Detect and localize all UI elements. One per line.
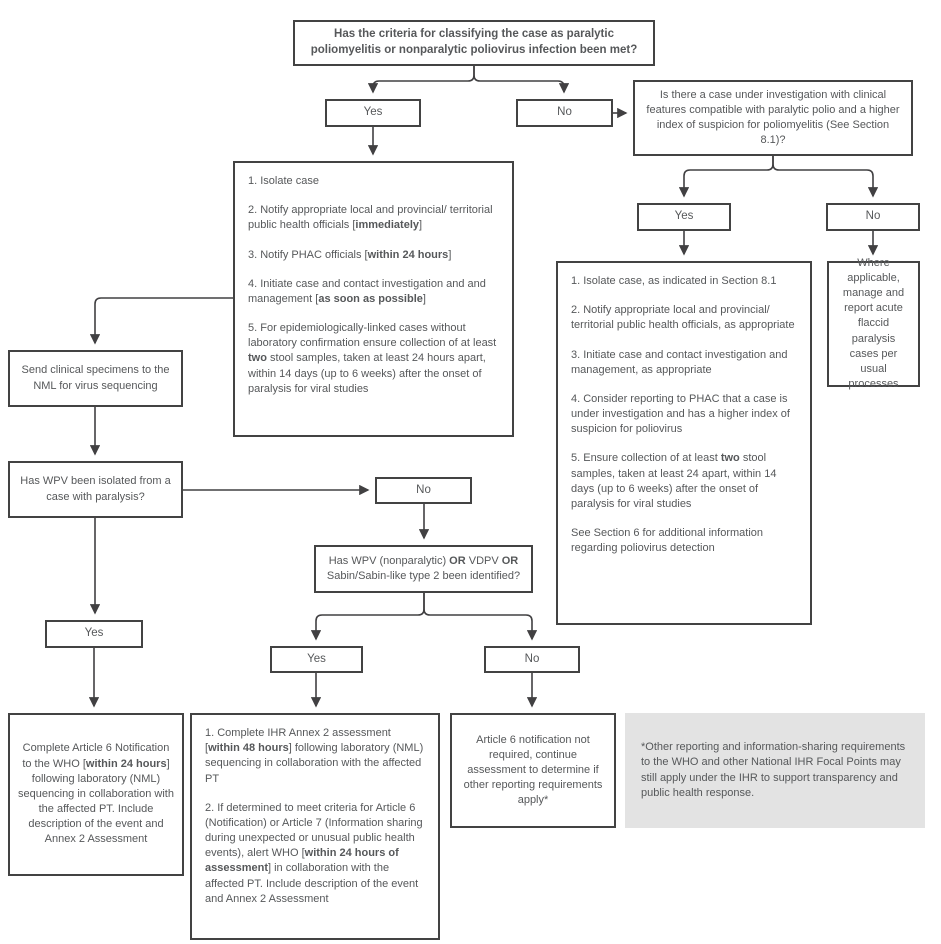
node-where-applicable: Where applicable, manage and report acute flaccid paralysis cases per usual processes — [827, 261, 920, 387]
connector-topq-to-no1 — [474, 66, 564, 92]
connector-topq-to-yes1 — [373, 66, 474, 92]
node-footnote: *Other reporting and information-sharing requirements to the WHO and other National IHR Focal Points may still apply under the IHR to support transparency and public health response. — [625, 713, 925, 828]
connector-wpvnonparalytic-to-no4 — [424, 593, 532, 639]
node-right-question: Is there a case under investigation with clinical features compatible with paralytic polio and a higher index of suspicion for poliomyelitis (See Section 8.1)? — [633, 80, 913, 156]
node-branch3-yes: Yes — [45, 620, 143, 648]
node-branch3-no: No — [375, 477, 472, 504]
node-branch2-yes: Yes — [637, 203, 731, 231]
node-left-steps: 1. Isolate case 2. Notify appropriate local and provincial/ territorial public health officials [immediately] 3. Notify PHAC officials [within 24 hours] 4. Initiate case and contact investigation and and management [as soon as possible] 5. For epidemiologically-linked cases without laboratory confirmation ensure collection of at least two stool samples, taken at least 24 hours apart, within 14 days (up to 6 weeks) after the onset of paralysis for viral studies — [233, 161, 514, 437]
node-wpv-nonparalytic-question: Has WPV (nonparalytic) OR VDPV OR Sabin/Sabin-like type 2 been identified? — [314, 545, 533, 593]
node-send-specimens: Send clinical specimens to the NML for virus sequencing — [8, 350, 183, 407]
node-top-question: Has the criteria for classifying the case as paralytic poliomyelitis or nonparalytic poliovirus infection been met? — [293, 20, 655, 66]
node-complete-article6: Complete Article 6 Notification to the WHO [within 24 hours] following laboratory (NML) sequencing in collaboration with the affected PT. Include description of the event and Annex 2 Assessment — [8, 713, 184, 876]
node-branch4-no: No — [484, 646, 580, 673]
connector-wpvnonparalytic-to-yes4 — [316, 593, 424, 639]
node-branch1-no: No — [516, 99, 613, 127]
connector-rightq-to-yes2 — [684, 156, 773, 196]
node-wpv-isolated-question: Has WPV been isolated from a case with paralysis? — [8, 461, 183, 518]
connector-leftsteps-to-specimens — [95, 298, 233, 343]
node-ihr-annex-steps: 1. Complete IHR Annex 2 assessment [within 48 hours] following laboratory (NML) sequencing in collaboration with the affected PT 2. If determined to meet criteria for Article 6 (Notification) or Article 7 (Information sharing during unexpected or unusual public health events), alert WHO [within 24 hours of assessment] in collaboration with the affected PT. Include description of the event and Annex 2 Assessment — [190, 713, 440, 940]
node-branch1-yes: Yes — [325, 99, 421, 127]
node-article6-not-required: Article 6 notification not required, continue assessment to determine if other reporting requirements apply* — [450, 713, 616, 828]
node-branch4-yes: Yes — [270, 646, 363, 673]
connector-rightq-to-no2 — [773, 156, 873, 196]
node-branch2-no: No — [826, 203, 920, 231]
node-right-steps: 1. Isolate case, as indicated in Section 8.1 2. Notify appropriate local and provincial/ territorial public health officials, as appropriate 3. Initiate case and contact investigation and management, as appropriate 4. Consider reporting to PHAC that a case is under investigation and has a higher index of suspicion for poliovirus 5. Ensure collection of at least two stool samples, taken at least 24 apart, within 14 days (up to 6 weeks) after the onset of paralysis for viral studies See Section 6 for additional information regarding poliovirus detection — [556, 261, 812, 625]
